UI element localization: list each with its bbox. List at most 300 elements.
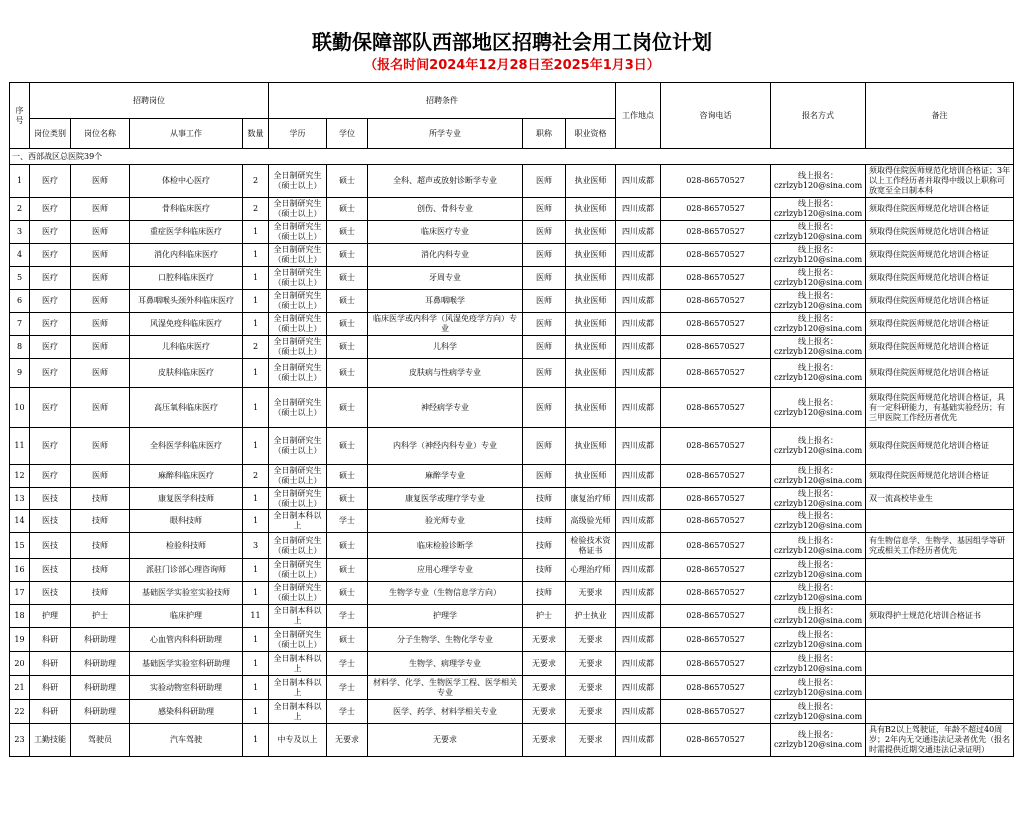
table-row	[10, 336, 1014, 359]
row-title: 医师	[523, 198, 566, 221]
row-remark: 须取得护士规范化培训合格证书	[866, 605, 1014, 628]
table-row	[10, 700, 1014, 724]
row-method: 线上报名：czrlzyb120@sina.com	[771, 465, 866, 488]
header-qualification: 职业资格	[566, 119, 616, 149]
table-row	[10, 605, 1014, 628]
row-post-name: 技师	[71, 533, 130, 559]
row-work: 康复医学科技师	[130, 488, 243, 510]
row-seq: 23	[10, 724, 30, 757]
row-qualification: 检验技术资格证书	[566, 533, 616, 559]
row-category: 医技	[30, 559, 71, 582]
row-location: 四川成都	[616, 676, 661, 700]
row-seq: 11	[10, 428, 30, 465]
row-degree: 硕士	[327, 359, 368, 388]
row-method: 线上报名：czrlzyb120@sina.com	[771, 628, 866, 652]
row-title: 无要求	[523, 724, 566, 757]
row-remark	[866, 652, 1014, 676]
row-qualification: 执业医师	[566, 359, 616, 388]
header-group-position: 招聘岗位	[30, 83, 269, 119]
row-major: 应用心理学专业	[368, 559, 523, 582]
row-work: 实验动物室科研助理	[130, 676, 243, 700]
row-qualification: 执业医师	[566, 428, 616, 465]
header-location: 工作地点	[616, 83, 661, 149]
row-phone: 028-86570527	[661, 724, 771, 757]
row-qualification: 执业医师	[566, 267, 616, 290]
table-row	[10, 198, 1014, 221]
row-location: 四川成都	[616, 559, 661, 582]
row-category: 医疗	[30, 428, 71, 465]
row-location: 四川成都	[616, 488, 661, 510]
row-post-name: 医师	[71, 165, 130, 198]
row-location: 四川成都	[616, 582, 661, 605]
row-count: 1	[243, 510, 269, 533]
row-title: 医师	[523, 428, 566, 465]
row-phone: 028-86570527	[661, 533, 771, 559]
row-remark	[866, 510, 1014, 533]
header-phone: 咨询电话	[661, 83, 771, 149]
row-major: 牙周专业	[368, 267, 523, 290]
row-qualification: 执业医师	[566, 244, 616, 267]
row-education: 全日制本科以上	[269, 510, 327, 533]
row-education: 全日制研究生（硕士以上）	[269, 465, 327, 488]
row-degree: 硕士	[327, 198, 368, 221]
row-count: 11	[243, 605, 269, 628]
row-seq: 21	[10, 676, 30, 700]
row-category: 科研	[30, 676, 71, 700]
row-count: 2	[243, 336, 269, 359]
row-major: 生物学专业（生物信息学方向）	[368, 582, 523, 605]
row-qualification: 执业医师	[566, 221, 616, 244]
row-education: 全日制研究生（硕士以上）	[269, 628, 327, 652]
row-qualification: 执业医师	[566, 198, 616, 221]
row-count: 1	[243, 676, 269, 700]
row-education: 全日制本科以上	[269, 700, 327, 724]
row-post-name: 科研助理	[71, 628, 130, 652]
row-phone: 028-86570527	[661, 605, 771, 628]
row-remark: 须取得住院医师规范化培训合格证	[866, 221, 1014, 244]
row-phone: 028-86570527	[661, 700, 771, 724]
row-title: 医师	[523, 313, 566, 336]
row-title: 医师	[523, 267, 566, 290]
row-category: 医技	[30, 533, 71, 559]
row-qualification: 无要求	[566, 700, 616, 724]
row-phone: 028-86570527	[661, 582, 771, 605]
row-location: 四川成都	[616, 267, 661, 290]
row-category: 医疗	[30, 313, 71, 336]
row-location: 四川成都	[616, 700, 661, 724]
row-degree: 硕士	[327, 267, 368, 290]
row-remark	[866, 700, 1014, 724]
row-count: 1	[243, 313, 269, 336]
header-method: 报名方式	[771, 83, 866, 149]
table-row	[10, 628, 1014, 652]
row-category: 科研	[30, 628, 71, 652]
row-post-name: 医师	[71, 336, 130, 359]
row-method: 线上报名：czrlzyb120@sina.com	[771, 533, 866, 559]
row-degree: 硕士	[327, 336, 368, 359]
row-seq: 3	[10, 221, 30, 244]
row-phone: 028-86570527	[661, 221, 771, 244]
row-post-name: 医师	[71, 198, 130, 221]
row-location: 四川成都	[616, 652, 661, 676]
row-post-name: 医师	[71, 388, 130, 428]
row-qualification: 高级验光师	[566, 510, 616, 533]
row-location: 四川成都	[616, 605, 661, 628]
row-major: 临床检验诊断学	[368, 533, 523, 559]
header-remark: 备注	[866, 83, 1014, 149]
row-title: 医师	[523, 465, 566, 488]
row-major: 临床医学或内科学（风湿免疫学方向）专业	[368, 313, 523, 336]
row-education: 全日制研究生（硕士以上）	[269, 244, 327, 267]
row-degree: 硕士	[327, 388, 368, 428]
row-qualification: 康复治疗师	[566, 488, 616, 510]
row-method: 线上报名：czrlzyb120@sina.com	[771, 428, 866, 465]
row-category: 医疗	[30, 465, 71, 488]
row-work: 麻醉科临床医疗	[130, 465, 243, 488]
table-row	[10, 652, 1014, 676]
row-seq: 4	[10, 244, 30, 267]
row-title: 医师	[523, 244, 566, 267]
row-location: 四川成都	[616, 313, 661, 336]
row-method: 线上报名：czrlzyb120@sina.com	[771, 652, 866, 676]
row-major: 验光师专业	[368, 510, 523, 533]
row-remark: 具有B2以上驾驶证，年龄不超过40周岁；2年内无交通违法记录者优先（报名时需提供近期交通违法记录证明）	[866, 724, 1014, 757]
row-post-name: 科研助理	[71, 676, 130, 700]
row-education: 全日制研究生（硕士以上）	[269, 559, 327, 582]
row-location: 四川成都	[616, 359, 661, 388]
row-phone: 028-86570527	[661, 290, 771, 313]
recruitment-table	[9, 82, 1014, 757]
header-count: 数量	[243, 119, 269, 149]
row-remark: 须取得住院医师规范化培训合格证，具有一定科研能力，有基础实验经历；有三甲医院工作经历者优先	[866, 388, 1014, 428]
row-count: 1	[243, 724, 269, 757]
row-seq: 14	[10, 510, 30, 533]
row-qualification: 无要求	[566, 676, 616, 700]
row-title: 技师	[523, 510, 566, 533]
header-education: 学历	[269, 119, 327, 149]
row-seq: 16	[10, 559, 30, 582]
row-remark: 须取得住院医师规范化培训合格证	[866, 428, 1014, 465]
row-education: 全日制研究生（硕士以上）	[269, 290, 327, 313]
row-work: 骨科临床医疗	[130, 198, 243, 221]
row-phone: 028-86570527	[661, 676, 771, 700]
row-education: 全日制研究生（硕士以上）	[269, 359, 327, 388]
row-qualification: 无要求	[566, 724, 616, 757]
row-remark: 有生物信息学、生物学、基因组学等研究或相关工作经历者优先	[866, 533, 1014, 559]
row-method: 线上报名：czrlzyb120@sina.com	[771, 510, 866, 533]
row-degree: 硕士	[327, 533, 368, 559]
row-education: 全日制研究生（硕士以上）	[269, 582, 327, 605]
row-method: 线上报名：czrlzyb120@sina.com	[771, 676, 866, 700]
row-post-name: 医师	[71, 290, 130, 313]
table-row	[10, 244, 1014, 267]
row-remark	[866, 559, 1014, 582]
row-title: 护士	[523, 605, 566, 628]
row-work: 基础医学实验室实验技师	[130, 582, 243, 605]
row-degree: 硕士	[327, 428, 368, 465]
row-phone: 028-86570527	[661, 510, 771, 533]
row-count: 1	[243, 267, 269, 290]
row-phone: 028-86570527	[661, 559, 771, 582]
row-phone: 028-86570527	[661, 165, 771, 198]
row-qualification: 无要求	[566, 652, 616, 676]
row-seq: 8	[10, 336, 30, 359]
table-row	[10, 428, 1014, 465]
row-remark: 须取得住院医师规范化培训合格证	[866, 290, 1014, 313]
row-post-name: 技师	[71, 510, 130, 533]
row-title: 医师	[523, 388, 566, 428]
row-work: 派驻门诊部心理咨询师	[130, 559, 243, 582]
row-method: 线上报名：czrlzyb120@sina.com	[771, 700, 866, 724]
row-method: 线上报名：czrlzyb120@sina.com	[771, 359, 866, 388]
row-work: 汽车驾驶	[130, 724, 243, 757]
row-major: 耳鼻咽喉学	[368, 290, 523, 313]
row-major: 医学、药学、材料学相关专业	[368, 700, 523, 724]
row-degree: 硕士	[327, 488, 368, 510]
row-education: 全日制研究生（硕士以上）	[269, 165, 327, 198]
row-major: 无要求	[368, 724, 523, 757]
page-title: 联勤保障部队西部地区招聘社会用工岗位计划	[312, 30, 712, 54]
row-remark: 须取得住院医师规范化培训合格证	[866, 359, 1014, 388]
row-count: 1	[243, 582, 269, 605]
row-post-name: 护士	[71, 605, 130, 628]
table-row	[10, 582, 1014, 605]
row-count: 1	[243, 700, 269, 724]
row-phone: 028-86570527	[661, 336, 771, 359]
row-category: 工勤技能	[30, 724, 71, 757]
row-work: 口腔科临床医疗	[130, 267, 243, 290]
row-phone: 028-86570527	[661, 267, 771, 290]
row-qualification: 执业医师	[566, 290, 616, 313]
row-seq: 18	[10, 605, 30, 628]
row-location: 四川成都	[616, 428, 661, 465]
table-row	[10, 676, 1014, 700]
row-post-name: 医师	[71, 244, 130, 267]
row-location: 四川成都	[616, 221, 661, 244]
row-qualification: 心理治疗师	[566, 559, 616, 582]
row-seq: 7	[10, 313, 30, 336]
row-count: 2	[243, 165, 269, 198]
row-category: 医疗	[30, 165, 71, 198]
table-row	[10, 165, 1014, 198]
row-title: 技师	[523, 533, 566, 559]
row-major: 麻醉学专业	[368, 465, 523, 488]
row-education: 全日制研究生（硕士以上）	[269, 388, 327, 428]
row-remark	[866, 628, 1014, 652]
row-location: 四川成都	[616, 388, 661, 428]
row-qualification: 无要求	[566, 582, 616, 605]
row-count: 1	[243, 652, 269, 676]
row-category: 医疗	[30, 388, 71, 428]
row-qualification: 执业医师	[566, 388, 616, 428]
row-seq: 10	[10, 388, 30, 428]
row-category: 医疗	[30, 198, 71, 221]
row-post-name: 技师	[71, 559, 130, 582]
row-category: 医疗	[30, 336, 71, 359]
row-education: 全日制研究生（硕士以上）	[269, 428, 327, 465]
header-major: 所学专业	[368, 119, 523, 149]
row-category: 科研	[30, 700, 71, 724]
row-category: 医疗	[30, 221, 71, 244]
row-location: 四川成都	[616, 724, 661, 757]
row-location: 四川成都	[616, 510, 661, 533]
row-degree: 硕士	[327, 165, 368, 198]
row-qualification: 执业医师	[566, 336, 616, 359]
row-phone: 028-86570527	[661, 198, 771, 221]
row-title: 无要求	[523, 652, 566, 676]
row-location: 四川成都	[616, 465, 661, 488]
header-post-name: 岗位名称	[71, 119, 130, 149]
header-title: 职称	[523, 119, 566, 149]
row-seq: 12	[10, 465, 30, 488]
row-degree: 硕士	[327, 559, 368, 582]
row-work: 全科医学科临床医疗	[130, 428, 243, 465]
row-education: 全日制研究生（硕士以上）	[269, 533, 327, 559]
row-location: 四川成都	[616, 336, 661, 359]
row-major: 护理学	[368, 605, 523, 628]
row-method: 线上报名：czrlzyb120@sina.com	[771, 605, 866, 628]
row-post-name: 科研助理	[71, 700, 130, 724]
header-seq: 序号	[10, 83, 30, 149]
row-method: 线上报名：czrlzyb120@sina.com	[771, 290, 866, 313]
row-phone: 028-86570527	[661, 465, 771, 488]
row-seq: 1	[10, 165, 30, 198]
row-major: 材料学、化学、生物医学工程、医学相关专业	[368, 676, 523, 700]
row-degree: 硕士	[327, 313, 368, 336]
row-seq: 22	[10, 700, 30, 724]
header-work: 从事工作	[130, 119, 243, 149]
row-major: 分子生物学、生物化学专业	[368, 628, 523, 652]
row-phone: 028-86570527	[661, 652, 771, 676]
row-work: 体检中心医疗	[130, 165, 243, 198]
row-degree: 硕士	[327, 244, 368, 267]
row-phone: 028-86570527	[661, 359, 771, 388]
row-remark: 须取得住院医师规范化培训合格证	[866, 465, 1014, 488]
row-phone: 028-86570527	[661, 244, 771, 267]
row-title: 无要求	[523, 700, 566, 724]
row-major: 消化内科专业	[368, 244, 523, 267]
row-degree: 硕士	[327, 290, 368, 313]
row-seq: 15	[10, 533, 30, 559]
row-work: 眼科技师	[130, 510, 243, 533]
row-education: 全日制研究生（硕士以上）	[269, 198, 327, 221]
table-row	[10, 533, 1014, 559]
row-method: 线上报名：czrlzyb120@sina.com	[771, 198, 866, 221]
row-seq: 13	[10, 488, 30, 510]
registration-period: （报名时间2024年12月28日至2025年1月3日）	[364, 58, 660, 73]
row-work: 检验科技师	[130, 533, 243, 559]
row-category: 医技	[30, 488, 71, 510]
row-work: 心血管内科科研助理	[130, 628, 243, 652]
row-count: 1	[243, 244, 269, 267]
table-row	[10, 313, 1014, 336]
row-category: 医技	[30, 510, 71, 533]
row-post-name: 医师	[71, 313, 130, 336]
row-seq: 20	[10, 652, 30, 676]
header-category: 岗位类别	[30, 119, 71, 149]
row-post-name: 医师	[71, 359, 130, 388]
row-work: 风湿免疫科临床医疗	[130, 313, 243, 336]
row-title: 医师	[523, 290, 566, 313]
row-work: 皮肤科临床医疗	[130, 359, 243, 388]
row-major: 康复医学或理疗学专业	[368, 488, 523, 510]
row-education: 全日制研究生（硕士以上）	[269, 313, 327, 336]
row-degree: 学士	[327, 605, 368, 628]
row-count: 1	[243, 428, 269, 465]
row-title: 无要求	[523, 676, 566, 700]
row-major: 内科学（神经内科专业）专业	[368, 428, 523, 465]
row-category: 护理	[30, 605, 71, 628]
row-category: 医疗	[30, 267, 71, 290]
row-title: 医师	[523, 359, 566, 388]
table-row	[10, 724, 1014, 757]
row-education: 全日制本科以上	[269, 676, 327, 700]
row-remark: 双一流高校毕业生	[866, 488, 1014, 510]
row-remark: 须取得住院医师规范化培训合格证	[866, 336, 1014, 359]
row-remark	[866, 676, 1014, 700]
row-category: 医疗	[30, 244, 71, 267]
row-location: 四川成都	[616, 533, 661, 559]
row-count: 1	[243, 221, 269, 244]
header-degree: 学位	[327, 119, 368, 149]
row-remark: 须取得住院医师规范化培训合格证	[866, 198, 1014, 221]
row-education: 全日制研究生（硕士以上）	[269, 267, 327, 290]
row-count: 1	[243, 488, 269, 510]
row-title: 无要求	[523, 628, 566, 652]
row-location: 四川成都	[616, 165, 661, 198]
table-row	[10, 267, 1014, 290]
table-row	[10, 221, 1014, 244]
row-major: 皮肤病与性病学专业	[368, 359, 523, 388]
row-remark: 须取得住院医师规范化培训合格证；3年以上工作经历者并取得中级以上职称可放宽至全日制本科	[866, 165, 1014, 198]
row-method: 线上报名：czrlzyb120@sina.com	[771, 313, 866, 336]
row-count: 1	[243, 290, 269, 313]
row-post-name: 医师	[71, 221, 130, 244]
row-education: 全日制本科以上	[269, 652, 327, 676]
row-count: 2	[243, 465, 269, 488]
row-title: 医师	[523, 221, 566, 244]
row-seq: 9	[10, 359, 30, 388]
table-row	[10, 510, 1014, 533]
row-title: 技师	[523, 582, 566, 605]
row-degree: 硕士	[327, 465, 368, 488]
row-method: 线上报名：czrlzyb120@sina.com	[771, 221, 866, 244]
row-category: 医疗	[30, 290, 71, 313]
header-group-conditions: 招聘条件	[269, 83, 616, 119]
table-row	[10, 359, 1014, 388]
row-method: 线上报名：czrlzyb120@sina.com	[771, 244, 866, 267]
row-count: 1	[243, 359, 269, 388]
row-remark: 须取得住院医师规范化培训合格证	[866, 244, 1014, 267]
row-method: 线上报名：czrlzyb120@sina.com	[771, 582, 866, 605]
row-post-name: 技师	[71, 582, 130, 605]
row-education: 全日制本科以上	[269, 605, 327, 628]
row-seq: 6	[10, 290, 30, 313]
row-seq: 5	[10, 267, 30, 290]
table-row	[10, 559, 1014, 582]
row-post-name: 驾驶员	[71, 724, 130, 757]
row-education: 全日制研究生（硕士以上）	[269, 488, 327, 510]
row-method: 线上报名：czrlzyb120@sina.com	[771, 267, 866, 290]
row-title: 技师	[523, 488, 566, 510]
row-major: 生物学、病理学专业	[368, 652, 523, 676]
row-work: 高压氧科临床医疗	[130, 388, 243, 428]
row-seq: 2	[10, 198, 30, 221]
row-title: 技师	[523, 559, 566, 582]
row-method: 线上报名：czrlzyb120@sina.com	[771, 165, 866, 198]
row-phone: 028-86570527	[661, 388, 771, 428]
row-seq: 19	[10, 628, 30, 652]
